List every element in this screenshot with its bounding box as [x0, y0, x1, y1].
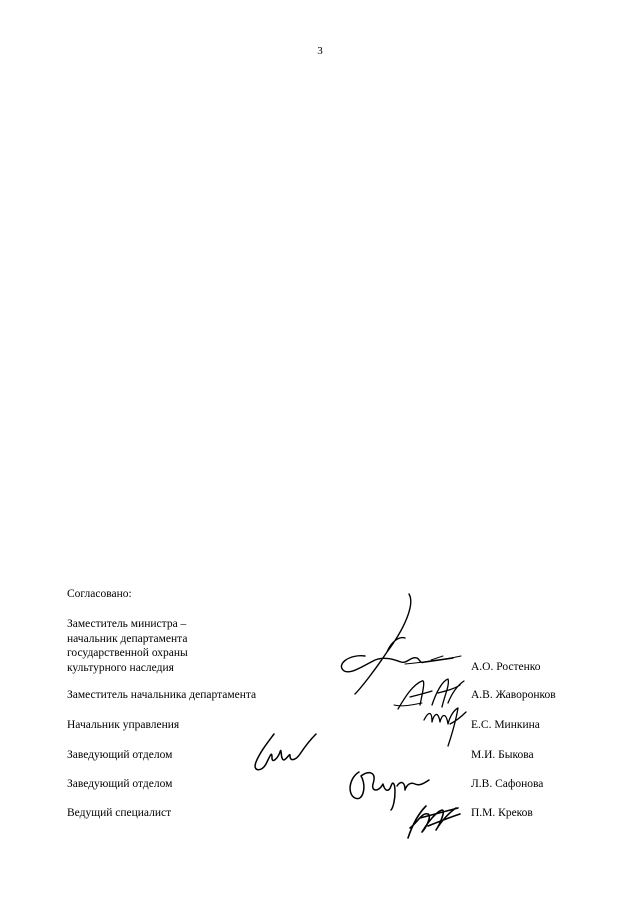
signature-minkina: [420, 700, 470, 750]
signatory-title-line: Заместитель министра –: [67, 618, 187, 630]
signatory-title-5: [67, 777, 172, 792]
signatory-title-1: [67, 617, 188, 675]
signatory-name-2: А.В. Жаворонков: [471, 689, 556, 701]
signatory-name-4: М.И. Быкова: [471, 749, 534, 761]
signatory-title-line: государственной охраны: [67, 647, 188, 659]
signatory-title-line: Заведующий отделом: [67, 749, 173, 761]
signatory-name-6: П.М. Креков: [471, 807, 533, 819]
signatory-title-line: Ведущий специалист: [67, 807, 172, 819]
signatory-title-line: культурного наследия: [67, 661, 174, 674]
signatory-title-4: [67, 748, 172, 763]
signatory-name-1: А.О. Ростенко: [471, 661, 541, 673]
signatory-title-line: Начальник управления: [67, 719, 180, 731]
signatory-title-3: [67, 718, 179, 733]
page-number: 3: [317, 45, 323, 57]
signatory-title-2: [67, 688, 256, 703]
signature-krekov: [398, 798, 468, 843]
signature-bykova: [250, 730, 320, 775]
signatory-title-6: [67, 806, 171, 821]
signatory-title-line: Заведующий отделом: [67, 778, 173, 790]
approval-heading: Согласовано:: [67, 588, 132, 600]
signatory-name-5: Л.В. Сафонова: [471, 778, 544, 790]
signatory-title-line: начальник департамента: [67, 632, 188, 645]
signatory-title-line: Заместитель начальника департамента: [67, 689, 257, 701]
signatory-name-3: Е.С. Минкина: [471, 719, 540, 731]
